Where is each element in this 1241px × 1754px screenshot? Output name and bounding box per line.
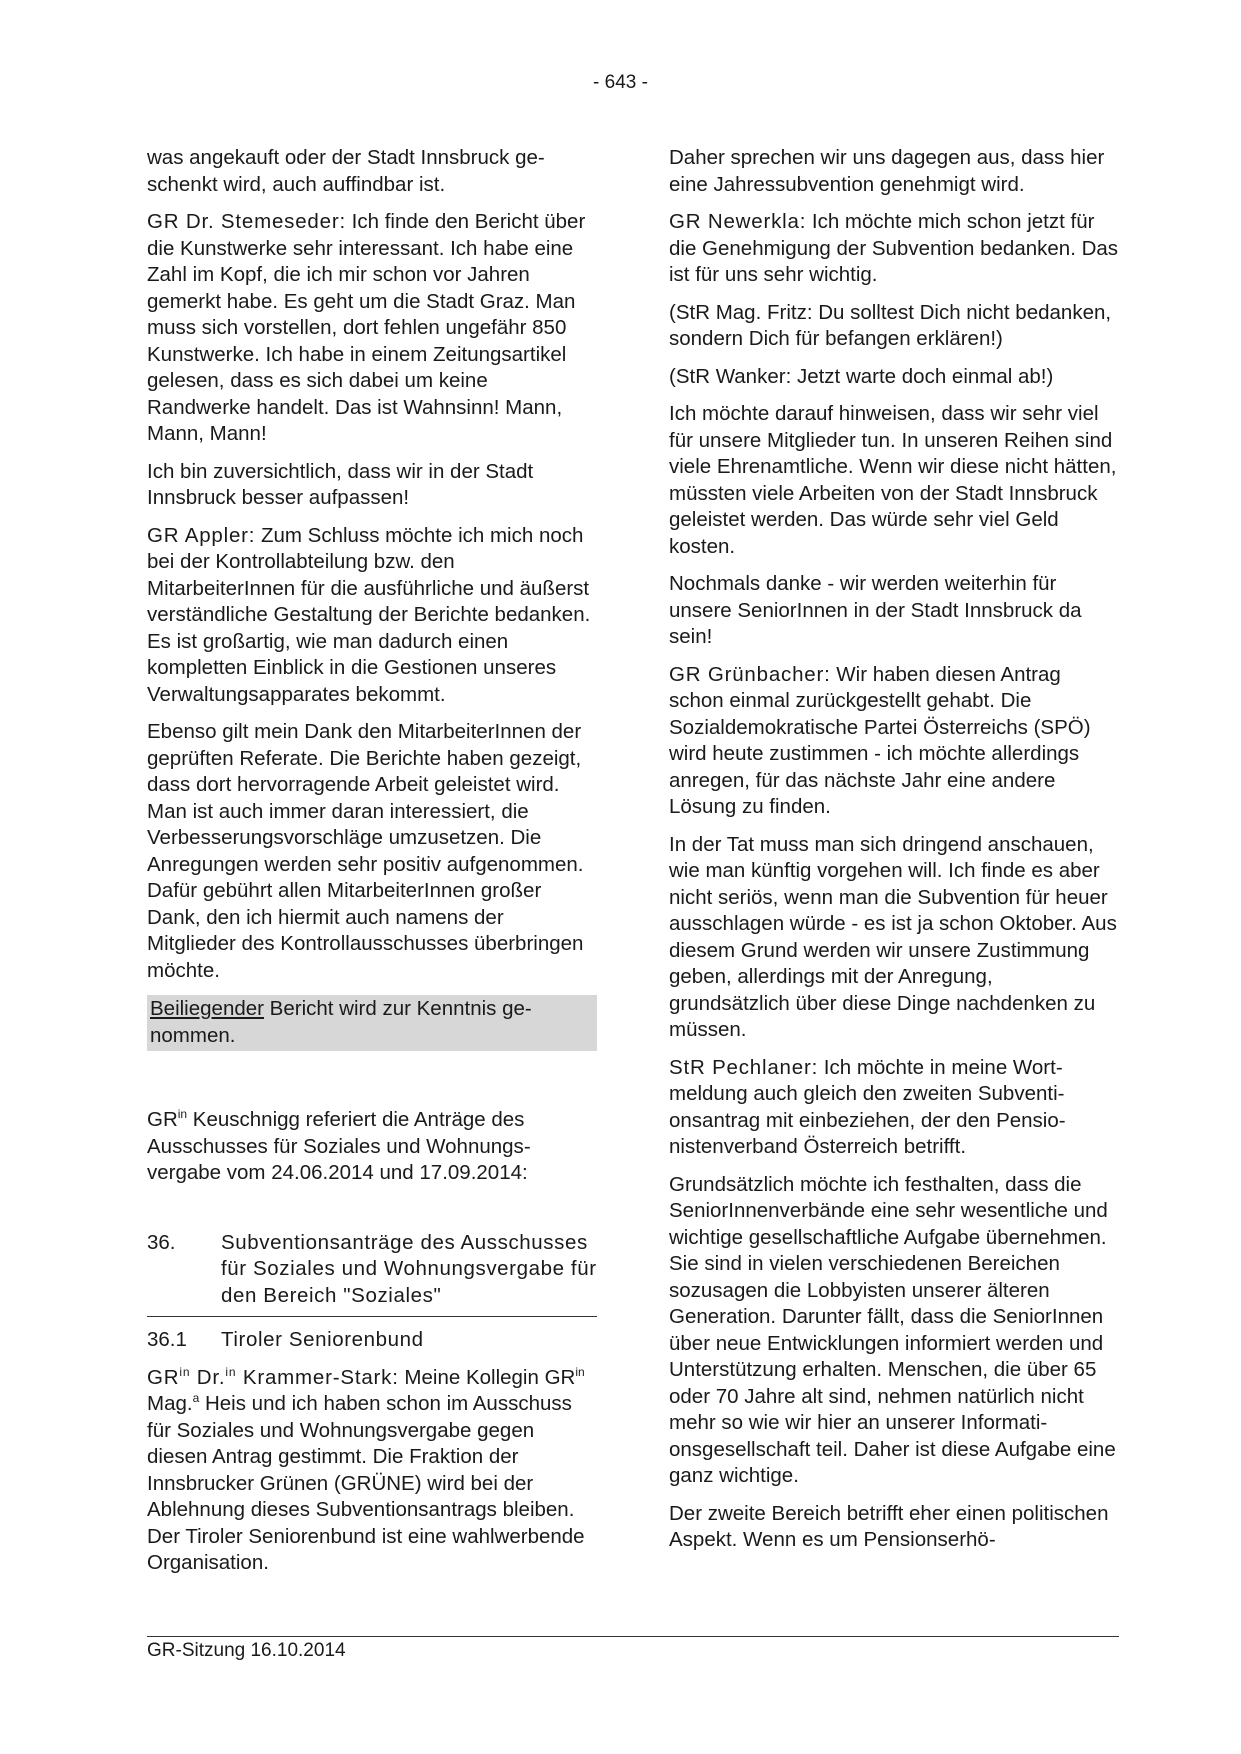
agenda-item-36-1 <box>147 1327 597 1354</box>
paragraph: Grundsätzlich möchte ich festhalten, dass die SeniorInnenverbände eine sehr wesentliche und wichtige gesellschaftliche Aufgabe übernehmen. Sie sind in vielen verschiedenen Bereichen sozusagen die Lobbyisten unserer älteren Generation. Darunter fällt, dass die SeniorInnen über neue Entwicklungen informiert werden und Unterstützung erhalten. Menschen, die über 65 oder 70 Jahre alt sind, nehmen natürlich nicht mehr so wie wir hier an unserer Informationsgesellschaft teil. Daher ist diese Aufgabe eine ganz wichtige. <box>669 1172 1116 1487</box>
paragraph: Der zweite Bereich betrifft eher einen politischen Aspekt. Wenn es um Pensionserhö- <box>669 1501 1109 1551</box>
agenda-intro <box>147 1107 597 1187</box>
paragraph <box>669 209 1119 289</box>
speaker-name: GR Grünbacher: <box>669 662 831 686</box>
superscript: in <box>225 1364 237 1379</box>
paragraph: In der Tat muss man sich dringend anschauen, wie man künftig vorgehen will. Ich finde es aber nicht seriös, wenn man die Subvention für heuer ausschlagen würde - es ist ja schon Oktober. Aus diesem Grund werden wir unsere Zustimmung geben, allerdings mit der Anregung, grundsätzlich über diese Dinge nachdenken zu müssen. <box>669 832 1117 1041</box>
interjection: (StR Mag. Fritz: Du solltest Dich nicht bedanken, sondern Dich für befangen erklären!) <box>669 300 1112 350</box>
paragraph: Ich möchte darauf hinweisen, dass wir sehr viel für unsere Mitglieder tun. In unseren Reihen sind viele Ehrenamtliche. Wenn wir diese nicht hätten, müssten viele Arbeiten von der Stadt Innsbruck geleistet werden. Das würde sehr viel Geld kosten. <box>669 402 1117 558</box>
paragraph: was angekauft oder der Stadt Innsbruck geschenkt wird, auch auffindbar ist. <box>147 146 545 196</box>
speaker-name: GR Dr. Stemeseder: <box>147 210 346 233</box>
title-abbrev: Mag. <box>147 1392 193 1415</box>
paragraph: Nochmals danke - wir werden weiterhin für unsere SeniorInnen in der Stadt Innsbruck da sein! <box>669 572 1082 648</box>
speaker-name <box>147 1366 399 1389</box>
decision-text: Bericht wird zur Kenntnis genommen. <box>150 997 532 1047</box>
speech-text: Meine Kollegin <box>398 1365 545 1389</box>
paragraph: Ebenso gilt mein Dank den MitarbeiterInnen der geprüften Referate. Die Berichte haben gezeigt, dass dort hervorragende Arbeit geleistet wird. Man ist auch immer daran interessiert, die Verbesserungsvorschläge umzusetzen. Die Anregungen werden sehr positiv aufgenommen. Dafür gebührt allen MitarbeiterInnen großer Dank, den ich hiermit auch namens der Mitglieder des Kontrollausschusses überbringen möchte. <box>147 720 584 982</box>
title-abbrev: GR <box>147 1365 180 1389</box>
decision-box <box>147 995 597 1051</box>
paragraph: Daher sprechen wir uns dagegen aus, dass hier eine Jahressubvention genehmigt wird. <box>669 146 1105 196</box>
right-column <box>669 145 1119 1565</box>
item-title: Subventionsanträge des Ausschusses für Soziales und Wohnungsvergabe für den Bereich "Soziales" <box>221 1230 597 1307</box>
footer-session-date: GR-Sitzung 16.10.2014 <box>147 1640 346 1661</box>
agenda-item-36 <box>147 1230 597 1310</box>
speaker-surname: Krammer-Stark: <box>236 1365 399 1389</box>
speech-text: Ich finde den Bericht über die Kunstwerke sehr interessant. Ich habe eine Zahl im Kopf, die ich mir schon vor Jahren gemerkt habe. Es geht um die Stadt Graz. Man muss sich vorstellen, dort fehlen ungefähr 850 Kunstwerke. Ich habe in einem Zeitungsartikel gelesen, dass es sich dabei um keine Randwerke handelt. Das ist Wahnsinn! Mann, Mann, Mann! <box>147 210 586 445</box>
paragraph <box>147 1365 597 1577</box>
paragraph <box>669 1055 1119 1161</box>
left-column <box>147 145 597 1588</box>
speech-text: Ich möchte in meine Wortmeldung auch gleich den zweiten Subventionsantrag mit einbeziehen, der den Pensionistenverband Österreich betrifft. <box>669 1055 1066 1158</box>
intro-text: Keuschnigg referiert die Anträge des Ausschusses für Soziales und Wohnungsvergabe vom 24.06.2014 und 17.09.2014: <box>147 1108 531 1184</box>
item-title: Tiroler Seniorenbund <box>221 1328 424 1351</box>
speaker-name: StR Pechlaner: <box>669 1055 819 1079</box>
page-number: - 643 - <box>593 72 648 93</box>
speech-text: Wir haben diesen Antrag schon einmal zurückgestellt gehabt. Die Sozialdemokratische Partei Österreichs (SPÖ) wird heute zustimmen - ich möchte allerdings anregen, für das nächste Jahr eine andere Lösung zu finden. <box>669 662 1091 818</box>
item-number: 36.1 <box>147 1328 187 1351</box>
interjection: (StR Wanker: Jetzt warte doch einmal ab!) <box>669 364 1054 388</box>
speech-text: Ich möchte mich schon jetzt für die Genehmigung der Subvention bedanken. Das ist für uns sehr wichtig. <box>669 210 1119 286</box>
paragraph: Ich bin zuversichtlich, dass wir in der Stadt Innsbruck besser aufpassen! <box>147 459 534 509</box>
item-divider <box>147 1316 597 1317</box>
speech-text: Zum Schluss möchte ich mich noch bei der Kontrollabteilung bzw. den MitarbeiterInnen für die ausführliche und äußerst verständliche Gestaltung der Berichte bedanken. Es ist großartig, wie man dadurch einen kompletten Einblick in die Gestionen unseres Verwaltungsapparates bekommt. <box>147 523 591 706</box>
speech-text: Heis und ich haben schon im Ausschuss für Soziales und Wohnungsvergabe gegen diesen Antrag gestimmt. Die Fraktion der Innsbrucker Grünen (GRÜNE) wird bei der Ablehnung dieses Subventionsantrags bleiben. Der Tiroler Seniorenbund ist eine wahlwerbende Organisation. <box>147 1392 585 1574</box>
speaker-name: GR Appler: <box>147 523 256 547</box>
footer-divider <box>147 1636 1119 1637</box>
superscript: in <box>179 1364 191 1379</box>
title-abbrev: GR <box>544 1365 576 1389</box>
paragraph <box>147 209 597 448</box>
speaker-name: GR Newerkla: <box>669 210 807 233</box>
superscript: in <box>177 1107 188 1122</box>
paragraph <box>669 662 1119 821</box>
superscript: in <box>575 1364 585 1379</box>
title-abbrev: Dr. <box>190 1365 226 1389</box>
paragraph <box>147 523 597 709</box>
title-abbrev: GR <box>147 1108 178 1131</box>
item-number: 36. <box>147 1230 176 1254</box>
decision-underlined: Beiliegender <box>150 997 264 1020</box>
superscript: a <box>192 1391 200 1406</box>
